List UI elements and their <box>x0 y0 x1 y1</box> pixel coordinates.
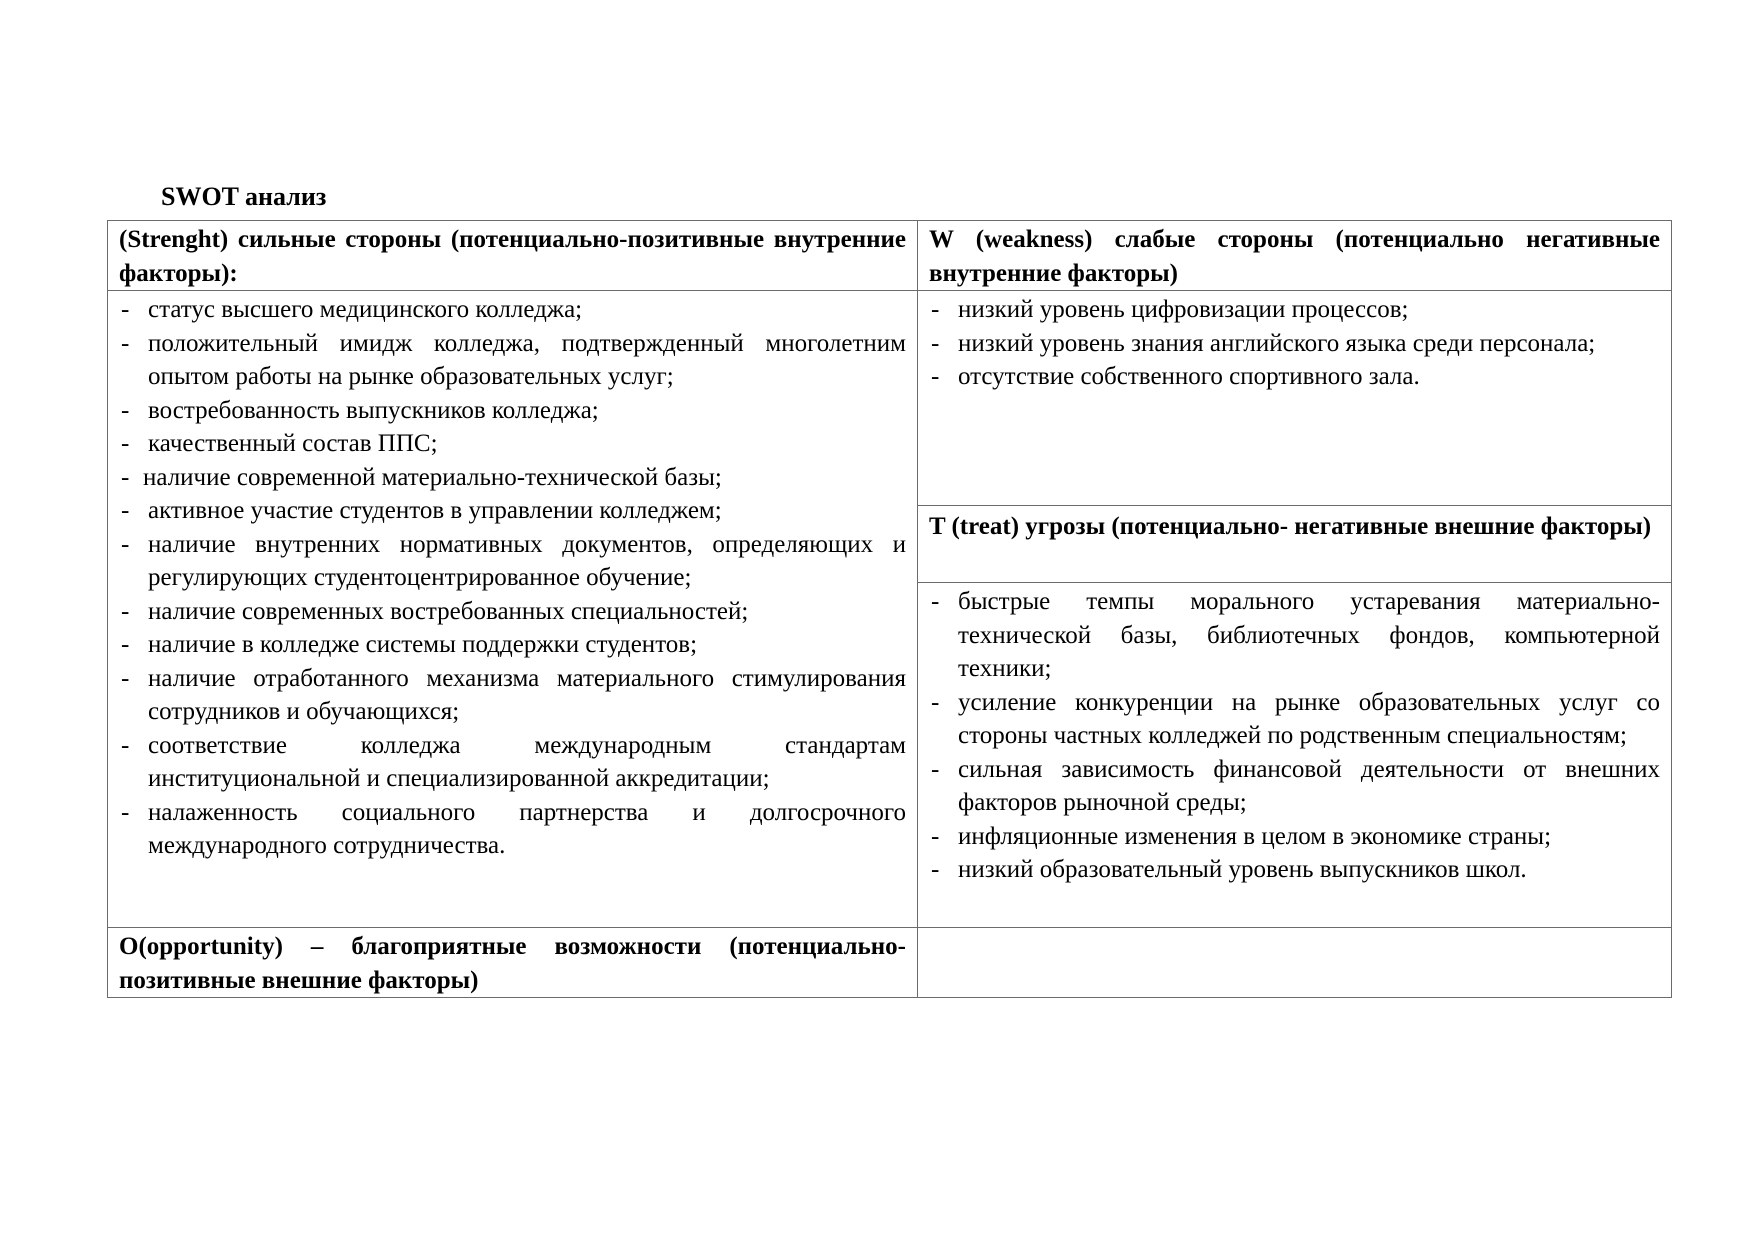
swot-table <box>107 220 1672 998</box>
weaknesses-list-cell <box>918 291 1672 506</box>
empty-cell <box>918 928 1672 998</box>
opportunities-heading: O(opportunity) – благоприятные возможности (потенциально-позитивные внешние факторы) <box>119 933 906 994</box>
list-item: - статус высшего медицинского колледжа; <box>119 293 906 327</box>
list-item: - отсутствие собственного спортивного зала. <box>929 360 1660 394</box>
list-item: - качественный состав ППС; <box>119 427 906 461</box>
list-item: - налаженность социального партнерства и долгосрочного международного сотрудничества. <box>119 796 906 863</box>
list-item: - низкий уровень цифровизации процессов; <box>929 293 1660 327</box>
list-item: - наличие отработанного механизма материального стимулирования сотрудников и обучающихся; <box>119 662 906 729</box>
threats-heading-cell <box>918 506 1672 583</box>
list-item: - востребованность выпускников колледжа; <box>119 394 906 428</box>
list-item: - инфляционные изменения в целом в экономике страны; <box>929 820 1660 854</box>
threats-list <box>929 585 1660 887</box>
list-item: - положительный имидж колледжа, подтвержденный многолетним опытом работы на рынке образовательных услуг; <box>119 327 906 394</box>
list-item: - усиление конкуренции на рынке образовательных услуг со стороны частных колледжей по родственным специальностям; <box>929 686 1660 753</box>
list-item: - наличие внутренних нормативных документов, определяющих и регулирующих студентоцентрированное обучение; <box>119 528 906 595</box>
opportunities-heading-cell <box>108 928 918 998</box>
threats-heading: T (treat) угрозы (потенциально- негативные внешние факторы) <box>929 513 1652 540</box>
list-item: - соответствие колледжа международным стандартам институциональной и специализированной аккредитации; <box>119 729 906 796</box>
weaknesses-list <box>929 293 1660 394</box>
document-title: SWOT анализ <box>161 182 327 211</box>
list-item: - наличие современной материально-технической базы; <box>119 461 906 495</box>
strengths-list-cell <box>108 291 918 928</box>
list-item: - наличие в колледже системы поддержки студентов; <box>119 628 906 662</box>
strengths-heading: (Strenght) сильные стороны (потенциально-позитивные внутренние факторы): <box>119 226 906 287</box>
weaknesses-heading-cell <box>918 221 1672 291</box>
list-item: - низкий образовательный уровень выпускников школ. <box>929 853 1660 887</box>
list-item: - низкий уровень знания английского языка среди персонала; <box>929 327 1660 361</box>
threats-list-cell <box>918 583 1672 928</box>
weaknesses-heading: W (weakness) слабые стороны (потенциально негативные внутренние факторы) <box>929 226 1660 287</box>
list-item: - быстрые темпы морального устаревания материально-технической базы, библиотечных фондов, компьютерной техники; <box>929 585 1660 686</box>
strengths-list <box>119 293 906 863</box>
list-item: - сильная зависимость финансовой деятельности от внешних факторов рыночной среды; <box>929 753 1660 820</box>
strengths-heading-cell <box>108 221 918 291</box>
list-item: - наличие современных востребованных специальностей; <box>119 595 906 629</box>
list-item: - активное участие студентов в управлении колледжем; <box>119 494 906 528</box>
